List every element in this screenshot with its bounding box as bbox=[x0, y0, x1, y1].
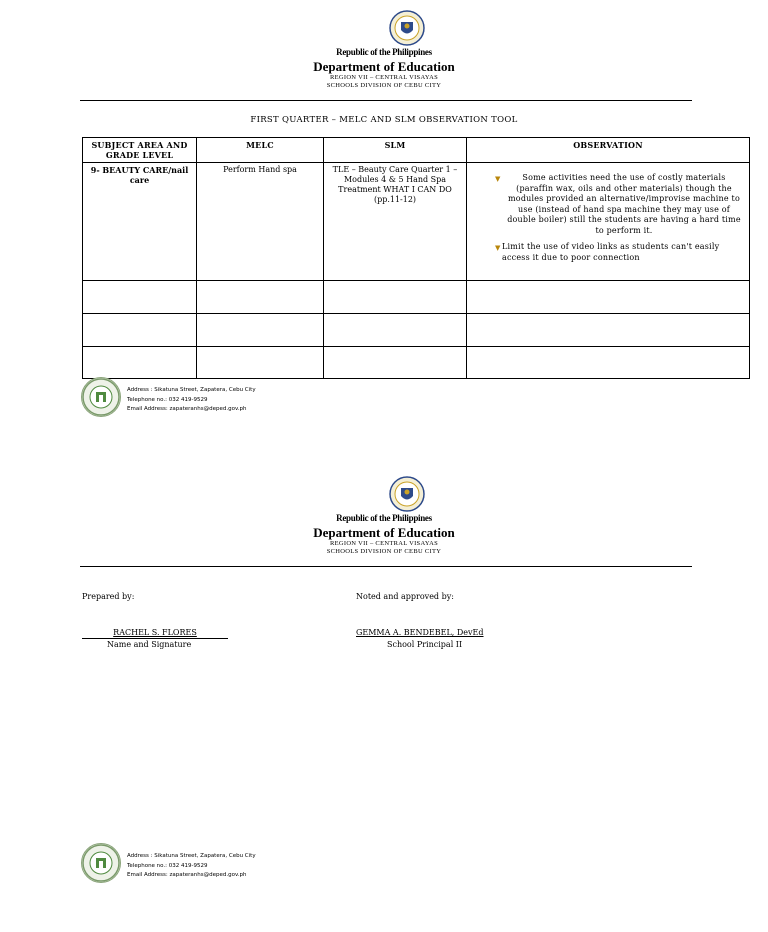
table-header-row bbox=[83, 138, 750, 163]
header-department: Department of Education bbox=[313, 525, 455, 540]
noted-label: Noted and approved by: bbox=[356, 592, 454, 601]
noted-name: GEMMA A. BENDEBEL, DevEd bbox=[356, 628, 484, 637]
table-row-empty bbox=[83, 281, 750, 314]
footer-address: Address : Sikatuna Street, Zapatera, Cebu City bbox=[127, 387, 256, 393]
footer-info bbox=[127, 852, 256, 881]
observation-table bbox=[82, 137, 750, 379]
school-logo bbox=[81, 377, 121, 421]
footer-telephone: Telephone no.: 032 419-9529 bbox=[127, 862, 208, 869]
school-logo-icon bbox=[81, 843, 121, 883]
header-observation: OBSERVATION bbox=[467, 138, 750, 163]
observation-item bbox=[471, 242, 745, 263]
page-title: FIRST QUARTER – MELC AND SLM OBSERVATION TOOL bbox=[250, 115, 518, 125]
arrow-bullet-icon: ▼ bbox=[495, 175, 501, 183]
header-region: REGION VII – CENTRAL VISAYAS bbox=[329, 74, 439, 81]
header-republic: Republic of the Philippines bbox=[336, 47, 432, 57]
header-division: SCHOOLS DIVISION OF CEBU CITY bbox=[326, 82, 442, 89]
prepared-label: Prepared by: bbox=[82, 592, 135, 601]
cell-slm: TLE – Beauty Care Quarter 1 – Modules 4 & 5 Hand Spa Treatment WHAT I CAN DO (pp.11-12) bbox=[324, 163, 467, 281]
prepared-name: RACHEL S. FLORES bbox=[82, 628, 228, 639]
deped-seal-bottom bbox=[389, 476, 425, 516]
cell-melc: Perform Hand spa bbox=[197, 163, 324, 281]
header-subject: SUBJECT AREA AND GRADE LEVEL bbox=[83, 138, 197, 163]
footer-email: Email Address: zapateranhs@deped.gov.ph bbox=[127, 406, 247, 412]
header-division: SCHOOLS DIVISION OF CEBU CITY bbox=[326, 548, 442, 555]
deped-seal-icon bbox=[389, 10, 425, 46]
table-row-empty bbox=[83, 347, 750, 379]
arrow-bullet-icon: ▼ bbox=[495, 244, 501, 252]
footer-info bbox=[127, 386, 256, 415]
header-republic: Republic of the Philippines bbox=[336, 513, 432, 523]
header-region: REGION VII – CENTRAL VISAYAS bbox=[329, 540, 439, 547]
table-row bbox=[83, 163, 750, 281]
school-logo-icon bbox=[81, 377, 121, 417]
deped-seal-top bbox=[389, 10, 425, 50]
deped-seal-icon bbox=[389, 476, 425, 512]
header-divider bbox=[80, 566, 692, 567]
table-row-empty bbox=[83, 314, 750, 347]
cell-subject: 9- BEAUTY CARE/nail care bbox=[83, 163, 197, 281]
observation-text: Some activities need the use of costly materials (paraffin wax, oils and other materials) though the modules provided an alternative/improvise machine to use (instead of hand spa machine they may use of double boiler) still the students are having a hard time to perform it. bbox=[507, 173, 741, 235]
school-logo bbox=[81, 843, 121, 887]
header-melc: MELC bbox=[197, 138, 324, 163]
header-slm: SLM bbox=[324, 138, 467, 163]
observation-text: Limit the use of video links as students can't easily access it due to poor connection bbox=[502, 242, 720, 262]
prepared-role: Name and Signature bbox=[107, 640, 192, 649]
observation-item bbox=[471, 173, 745, 236]
footer-email: Email Address: zapateranhs@deped.gov.ph bbox=[127, 872, 247, 878]
header-department: Department of Education bbox=[313, 59, 455, 74]
cell-observation bbox=[467, 163, 750, 281]
noted-role: School Principal II bbox=[387, 640, 463, 649]
footer-telephone: Telephone no.: 032 419-9529 bbox=[127, 396, 208, 403]
header-divider bbox=[80, 100, 692, 101]
footer-address: Address : Sikatuna Street, Zapatera, Cebu City bbox=[127, 853, 256, 859]
